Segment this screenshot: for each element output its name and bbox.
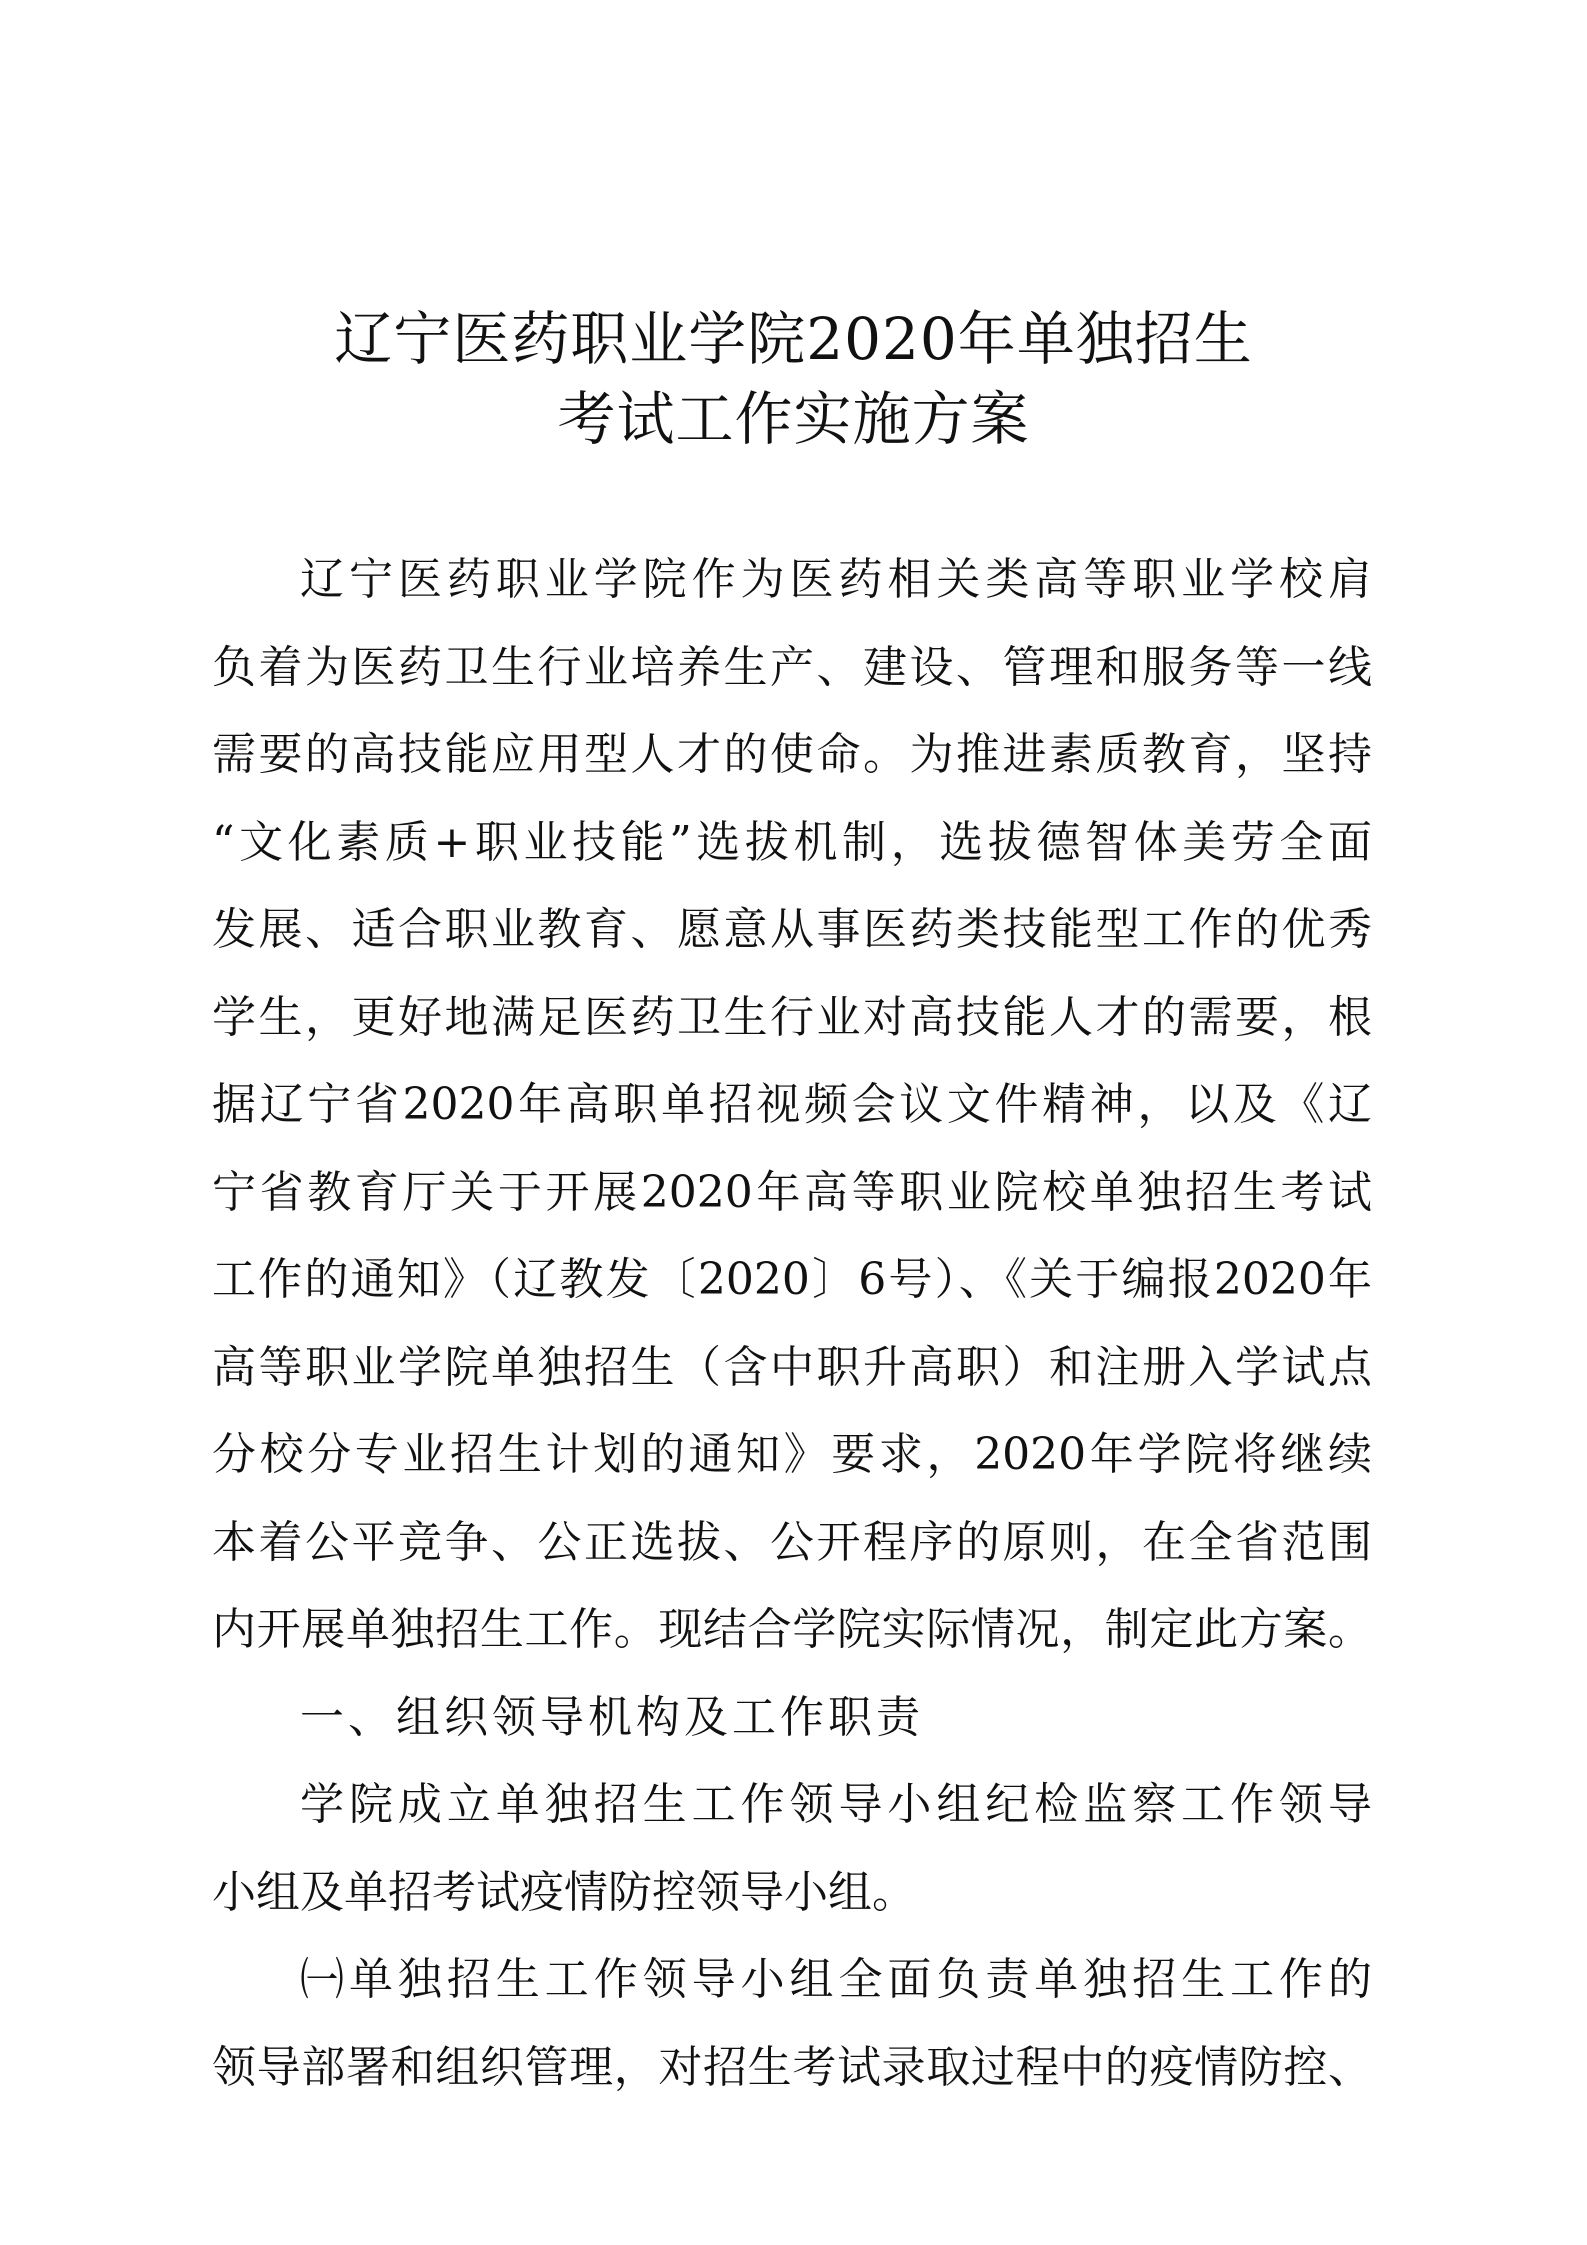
paragraph-line: 内开展单独招生工作。现结合学院实际情况，制定此方案。 — [212, 1604, 1372, 1655]
paragraph-line: 本着公平竞争、公正选拔、公开程序的原则，在全省范围 — [212, 1516, 1372, 1568]
paragraph-line: 学生，更好地满足医药卫生行业对高技能人才的需要，根 — [212, 991, 1372, 1043]
paragraph-line: 领导部署和组织管理，对招生考试录取过程中的疫情防控、 — [212, 2041, 1372, 2093]
paragraph-line: 需要的高技能应用型人才的使命。为推进素质教育，坚持 — [212, 729, 1372, 780]
paragraph-line: 分校分专业招生计划的通知》要求，2020年学院将继续 — [212, 1429, 1372, 1480]
paragraph-line: 负着为医药卫生行业培养生产、建设、管理和服务等一线 — [212, 641, 1372, 693]
paragraph-line: “文化素质+职业技能”选拔机制，选拔德智体美劳全面 — [212, 816, 1372, 868]
paragraph-line: 辽宁医药职业学院作为医药相关类高等职业学校肩 — [300, 554, 1372, 605]
paragraph-line: 学院成立单独招生工作领导小组纪检监察工作领导 — [300, 1779, 1372, 1830]
paragraph-line: ㈠单独招生工作领导小组全面负责单独招生工作的 — [300, 1954, 1372, 2005]
document-title-line-2: 考试工作实施方案 — [557, 385, 1030, 453]
document-body — [212, 536, 1372, 2111]
paragraph-line: 工作的通知》（辽教发〔2020〕6号）、《关于编报2020年 — [212, 1254, 1372, 1305]
paragraph-line: 高等职业学院单独招生（含中职升高职）和注册入学试点 — [212, 1341, 1372, 1393]
document-title-line-1: 辽宁医药职业学院2020年单独招生 — [334, 305, 1253, 373]
paragraph-line: 发展、适合职业教育、愿意从事医药类技能型工作的优秀 — [212, 904, 1372, 955]
section-heading: 一、组织领导机构及工作职责 — [300, 1691, 924, 1743]
paragraph-line: 据辽宁省2020年高职单招视频会议文件精神，以及《辽 — [212, 1079, 1372, 1130]
paragraph-line: 小组及单招考试疫情防控领导小组。 — [212, 1866, 916, 1918]
paragraph-line: 宁省教育厅关于开展2020年高等职业院校单独招生考试 — [212, 1166, 1372, 1218]
